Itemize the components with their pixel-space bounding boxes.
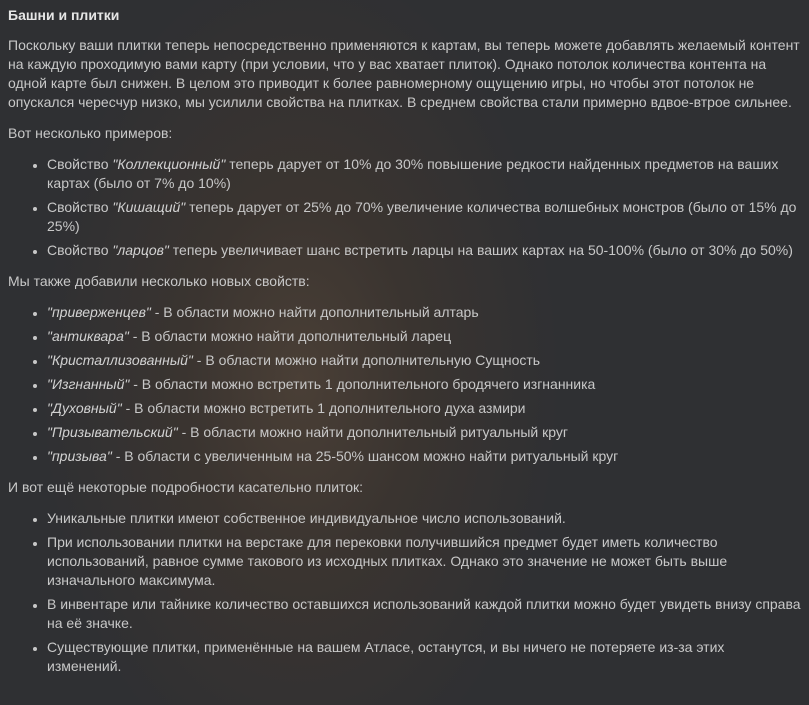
list-item: • "Призывательский" - В области можно найти дополнительный ритуальный круг xyxy=(47,423,801,442)
list-item: • При использовании плитки на верстаке для перековки получившийся предмет будет иметь количество использований, равное сумме такового из исходных плитках. Однако это значение не может быть выше изначального максимума. xyxy=(47,533,801,590)
examples-heading: Вот несколько примеров: xyxy=(8,125,173,141)
article-title: Башни и плитки xyxy=(8,7,120,23)
details-heading: И вот ещё некоторые подробности касательно плиток: xyxy=(8,479,364,495)
list-item: • "антиквара" - В области можно найти дополнительный ларец xyxy=(47,327,801,346)
intro-paragraph: Поскольку ваши плитки теперь непосредственно применяются к картам, вы теперь можете добавлять желаемый контент на каждую проходимую вами карту (при условии, что у вас хватает плиток). Однако потолок количества контента на одной карте был снижен. В целом это приводит к более равномерному ощущению игры, но чтобы этот потолок не опускался чересчур низко, мы усилили свойства на плитках. В среднем свойства стали примерно вдвое-втрое сильнее. xyxy=(8,37,800,110)
property-name: "антиквара" xyxy=(47,328,129,344)
list-item: • Уникальные плитки имеют собственное индивидуальное число использований. xyxy=(47,509,801,528)
list-item: • "Духовный" - В области можно встретить 1 дополнительного духа азмири xyxy=(47,399,801,418)
property-name: "Кишащий" xyxy=(112,199,186,215)
property-name: "Духовный" xyxy=(47,400,122,416)
property-name: "ларцов" xyxy=(112,242,169,258)
list-item: • В инвентаре или тайнике количество оставшихся использований каждой плитки можно будет увидеть внизу справа на её значке. xyxy=(47,595,801,633)
property-name: "Кристаллизованный" xyxy=(47,352,193,368)
examples-list xyxy=(8,155,801,260)
property-name: "призыва" xyxy=(47,448,112,464)
new-properties-list xyxy=(8,303,801,466)
details-list xyxy=(8,509,801,676)
list-item: • "Кристаллизованный" - В области можно найти дополнительную Сущность xyxy=(47,351,801,370)
list-item: • Свойство "Коллекционный" теперь дарует от 10% до 30% повышение редкости найденных предметов на ваших картах (было от 7% до 10%) xyxy=(47,155,801,193)
new-properties-heading: Мы также добавили несколько новых свойств: xyxy=(8,273,310,289)
property-name: "приверженцев" xyxy=(47,304,151,320)
list-item: • Существующие плитки, применённые на вашем Атласе, останутся, и вы ничего не потеряете из-за этих изменений. xyxy=(47,638,801,676)
property-name: "Изгнанный" xyxy=(47,376,130,392)
list-item: • Свойство "ларцов" теперь увеличивает шанс встретить ларцы на ваших картах на 50-100% (было от 30% до 50%) xyxy=(47,241,801,260)
property-name: "Коллекционный" xyxy=(112,156,226,172)
list-item: • "Изгнанный" - В области можно встретить 1 дополнительного бродячего изгнанника xyxy=(47,375,801,394)
property-name: "Призывательский" xyxy=(47,424,178,440)
list-item: • "призыва" - В области с увеличенным на 25-50% шансом можно найти ритуальный круг xyxy=(47,447,801,466)
list-item: • Свойство "Кишащий" теперь дарует от 25% до 70% увеличение количества волшебных монстров (было от 15% до 25%) xyxy=(47,198,801,236)
list-item: • "приверженцев" - В области можно найти дополнительный алтарь xyxy=(47,303,801,322)
